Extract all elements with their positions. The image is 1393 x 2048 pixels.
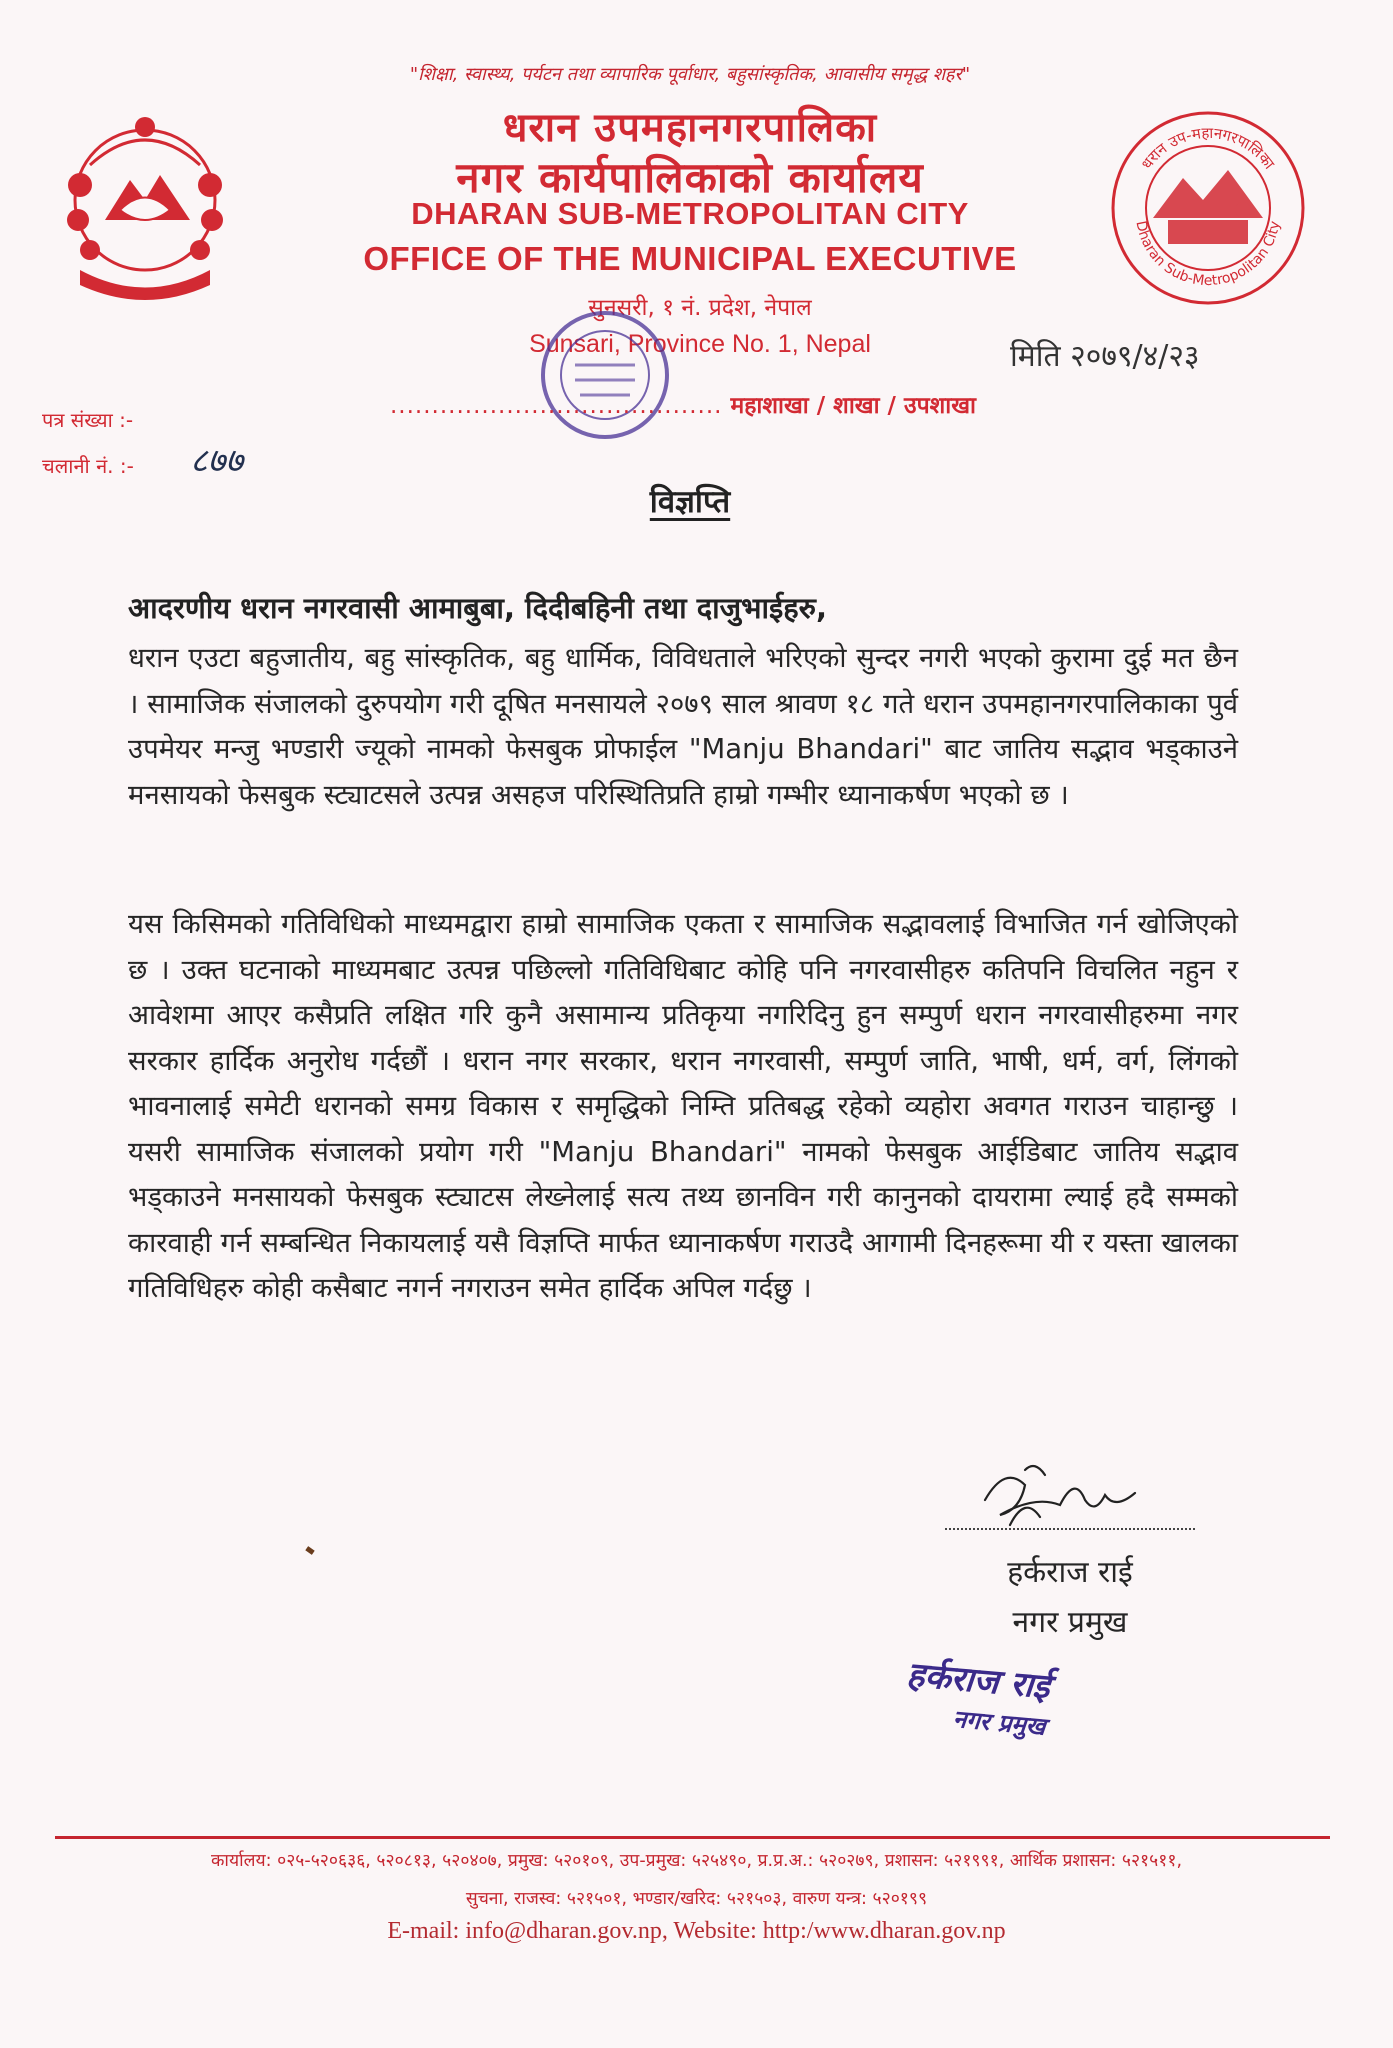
seal-text-top: धरान उप-महानगरपालिका — [1137, 123, 1279, 173]
footer-phone-line-2: सुचना, राजस्व: ५२१५०१, भण्डार/खरिद: ५२१५०३, वारुण यन्त्र: ५२०१९९ — [465, 1889, 928, 1909]
nepal-emblem-icon — [50, 105, 240, 305]
municipal-seal-icon — [1108, 108, 1308, 308]
letterhead-motto: "शिक्षा, स्वास्थ्य, पर्यटन तथा व्यापारिक पूर्वाधार, बहुसांस्कृतिक, आवासीय समृद्ध शहर" — [409, 64, 971, 85]
signature-line — [945, 1528, 1195, 1530]
dispatch-number-handwritten: ८७७ — [190, 441, 244, 481]
address-en: Sunsari, Province No. 1, Nepal — [529, 330, 871, 358]
footer-phone-line-1: कार्यालय: ०२५-५२०६३६, ५२०८१३, ५२०४०७, प्रमुख: ५२०१०९, उप-प्रमुख: ५२५४९०, प्र.प्र.अ.: ५२०२७९, प्रशासन: ५२१९९१, आर्थिक प्रशासन: ५२१५११, — [210, 1851, 1183, 1871]
branch-label: महाशाखा / शाखा / उपशाखा — [730, 393, 976, 419]
branch-dots: ........................................ — [390, 393, 723, 419]
footer-contact: E-mail: info@dharan.gov.np, Website: http:/www.dharan.gov.np — [387, 1918, 1006, 1944]
handwritten-signature-icon — [965, 1455, 1145, 1535]
office-stamp-icon — [530, 280, 680, 470]
ink-speck — [305, 1546, 314, 1555]
seal-text-bottom: Dharan Sub-Metropolitan City — [1132, 219, 1284, 290]
salutation: आदरणीय धरान नगरवासी आमाबुबा, दिदीबहिनी तथा दाजुभाईहरु, — [128, 591, 828, 625]
name-stamp-name: हर्कराज राई — [905, 1654, 1052, 1708]
branch-line — [390, 388, 976, 420]
letter-date: मिति २०७९/४/२३ — [1010, 339, 1200, 374]
office-subtitle-np: नगर कार्यपालिकाको कार्यालय — [456, 153, 924, 202]
notice-heading: विज्ञप्ति — [649, 484, 731, 520]
dispatch-number-label: चलानी नं. :- — [42, 454, 134, 478]
address-np: सुनसरी, १ नं. प्रदेश, नेपाल — [588, 295, 812, 321]
notice-paragraph-2: यस किसिमको गतिविधिको माध्यमद्वारा हाम्रो सामाजिक एकता र सामाजिक सद्भावलाई विभाजित गर्न खोजिएको छ । उक्त घटनाको माध्यमबाट उत्पन्न पछिल्लो गतिविधिबाट कोहि पनि नगरवासीहरु कतिपनि विचलित नहुन र आवेशमा आएर कसैप्रति लक्षित गरि कुनै असामान्य प्रतिकृया नगरिदिनु हुन सम्पुर्ण धरान नगरवासीहरुमा नगर सरकार हार्दिक अनुरोध गर्दछौं । धरान नगर सरकार, धरान नगरवासी, सम्पुर्ण जाति, भाषी, धर्म, वर्ग, लिंगको भावनालाई समेटी धरानको समग्र विकास र समृद्धिको निम्ति प्रतिबद्ध रहेको व्यहोरा अवगत गराउन चाहान्छु । यसरी सामाजिक संजालको प्रयोग गरी "Manju Bhandari" नामको फेसबुक आईडिबाट जातिय सद्भाव भड्काउने मनसायको फेसबुक स्ट्याटस लेख्नेलाई सत्य तथ्य छानविन गरी कानुनको दायरामा ल्याई हदै सम्मको कारवाही गर्न सम्बन्धित निकायलाई यसै विज्ञप्ति मार्फत ध्यानाकर्षण गराउदै आगामी दिनहरूमा यी र यस्ता खालका गतिविधिहरु कोही कसैबाट नगर्न नगराउन समेत हार्दिक अपिल गर्दछु । — [128, 908, 1238, 1304]
name-stamp-title: नगर प्रमुख — [951, 1704, 1047, 1741]
svg-text:धरान उप-महानगरपालिका — [1138, 124, 1279, 174]
office-name-np: धरान उपमहानगरपालिका — [502, 105, 878, 151]
name-stamp — [902, 1650, 1148, 1752]
signatory-name: हर्कराज राई — [1007, 1555, 1133, 1590]
signatory-title: नगर प्रमुख — [1012, 1605, 1128, 1640]
letter-number-label: पत्र संख्या :- — [42, 408, 134, 432]
office-subtitle-en: OFFICE OF THE MUNICIPAL EXECUTIVE — [363, 240, 1017, 277]
office-name-en: DHARAN SUB-METROPOLITAN CITY — [411, 196, 969, 231]
notice-paragraph-1: धरान एउटा बहुजातीय, बहु सांस्कृतिक, बहु धार्मिक, विविधताले भरिएको सुन्दर नगरी भएको कुरामा दुई मत छैन । सामाजिक संजालको दुरुपयोग गरी दूषित मनसायले २०७९ साल श्रावण १८ गते धरान उपमहानगरपालिकाका पुर्व उपमेयर मन्जु भण्डारी ज्यूको नामको फेसबुक प्रोफाईल "Manju Bhandari" बाट जातिय सद्भाव भड्काउने मनसायको फेसबुक स्ट्याटसले उत्पन्न असहज परिस्थितिप्रति हाम्रो गम्भीर ध्यानाकर्षण भएको छ । — [128, 642, 1238, 811]
footer-divider — [55, 1836, 1330, 1839]
